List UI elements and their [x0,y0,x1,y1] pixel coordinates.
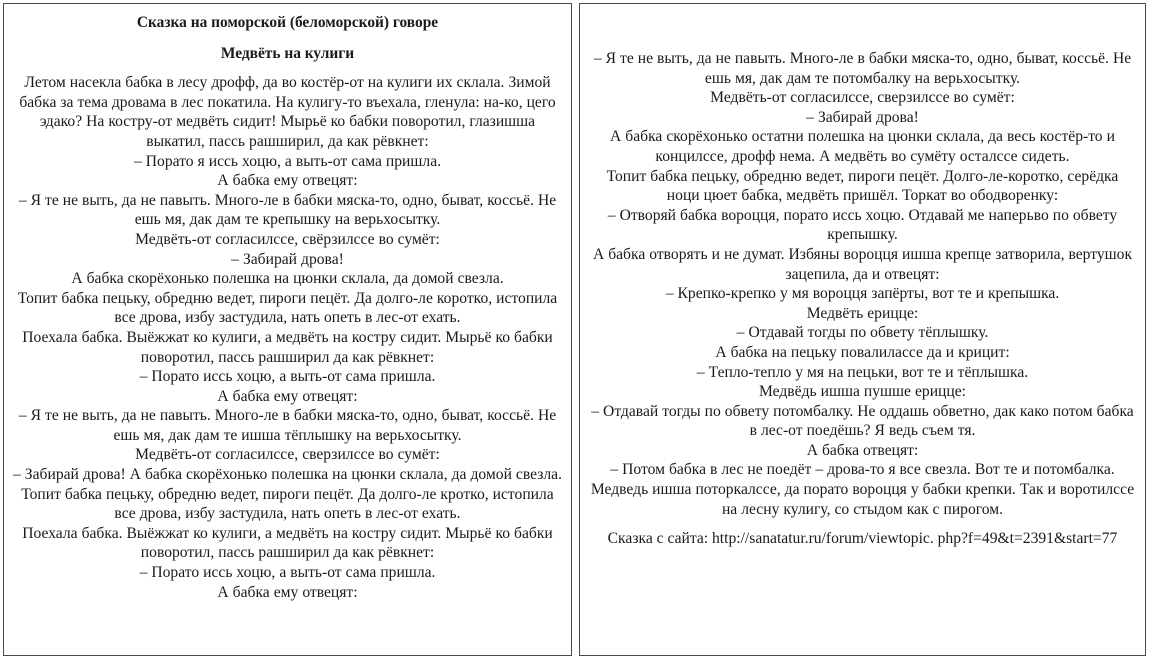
paragraph: – Порато я иссь хоцю, а выть-от сама пришла. [133,152,442,170]
paragraph: А бабка ему отвецят: [217,583,358,601]
paragraph: Поехала бабка. Выёжжат ко кулиги, а медвёть на костру сидит. Мырьё ко бабки поворотил, пассь рашширил да как рёвкнет: [22,524,553,562]
paragraph: – Отдавай тогды по обвету тёплышку. [736,324,989,342]
paragraph: – Я те не выть, да не павыть. Много-ле в бабки мяска-то, одно, быват, коссьё. Не ешь мя, дак дам те потомбалку на верьхосытку. [593,50,1132,87]
source-citation: Сказка с сайта: http://sanatatur.ru/forum/viewtopic. php?f=49&t=2391&start=77 [607,530,1118,548]
paragraph: – Забирай дрова! [231,250,344,268]
paragraph: А бабка скорёхонько полешка на цюнки склала, да домой свезла. [71,270,504,288]
paragraph: А бабка отворять и не думат. Избяны вороцця ишша крепце затворила, вертушок зацепила, да и отвецят: [592,245,1133,283]
paragraph: – Отворяй бабка вороцця, порато иссь хоцю. Отдавай ме наперьво по обвету крепышку. [607,206,1118,244]
paragraph: Медвёть-от согласилссе, сверзилссе во сумёт: [135,446,440,464]
paragraph: А бабка ему отвецят: [217,172,358,190]
left-text-column [3,3,572,656]
paragraph: Топит бабка пецьку, обредню ведет, пироги пецёт. Долго-ле-коротко, серёдка ноци цюет бабка, медвёть пришёл. Торкат во ободворенку: [606,167,1119,205]
left-column-content [13,13,562,602]
paragraph: А бабка скорёхонько остатни полешка на цюнки склала, да весь костёр-то и концилссе, дрофф нема. А медвёть во сумёту осталссе сидеть. [610,128,1115,165]
paragraph: Поехала бабка. Выёжжат ко кулиги, а медвёть на костру сидит. Мырьё ко бабки поворотил, пассь рашширил да как рёвкнет: [22,328,553,366]
paragraph: Медвёть ерицце: [806,304,919,322]
paragraph: Медведь ишша поторкалссе, да порато вороцця у бабки крепки. Так и воротилссе на лесну кулигу, со стыдом как с пирогом. [590,481,1135,518]
paragraph: – Отдавай тогды по обвету потомбалку. Не оддашь обветно, дак како потом бабка в лес-от поедёшь? Я ведь съем тя. [591,402,1134,440]
page-title: Сказка на поморской (беломорской) говоре [136,14,439,31]
paragraph: – Я те не выть, да не павыть. Много-ле в бабки мяска-то, одно, быват, коссьё. Не ешь мя, дак дам те крепышку на верьхосытку. [18,191,557,229]
paragraph: – Порато иссь хоцю, а выть-от сама пришла. [139,368,436,386]
paragraph: А бабка ему отвецят: [217,387,358,405]
paragraph: Топит бабка пецьку, обредню ведет, пироги пецёт. Да долго-ле коротко, истопила все дрова, избу застудила, нать опеть в лес-от ехать. [17,289,558,327]
paragraph: – Потом бабка в лес не поедёт – дрова-то я все свезла. Вот те и потомбалка. [610,461,1115,479]
paragraph: Летом насекла бабка в лесу дрофф, да во костёр-от на кулиги их склала. Зимой бабка за тема дровама в лес покатила. На кулигу-то въехала, гленула: на-ко, цего эдако? На костру-от медвёть сидит! Мырьё ко бабки поворотил, глазишша выкатил, пассь рашширил, да как рёвкнет: [19,74,556,150]
paragraph: – Порато иссь хоцю, а выть-от сама пришла. [139,564,436,582]
paragraph: – Я те не выть, да не павыть. Много-ле в бабки мяска-то, одно, быват, коссьё. Не ешь мя, дак дам те ишша тёплышку на верьхосытку. [18,407,557,444]
story-subtitle: Медвёть на кулиги [220,44,355,62]
paragraph: – Забирай дрова! [806,108,919,126]
paragraph: Медвёть-от согласилссе, свёрзилссе во сумёт: [135,230,440,248]
right-text-column [579,3,1146,656]
right-column-content [589,10,1136,549]
paragraph: А бабка на пецьку повалилассе да и крицит: [715,343,1010,361]
column-top-spacer [589,10,1136,49]
paragraph: Медвёдь ишша пушше ерицце: [758,383,966,401]
paragraph: – Забирай дрова! А бабка скорёхонько полешка на цюнки склала, да домой свезла. [13,466,562,484]
paragraph: – Тепло-тепло у мя на пецьки, вот те и тёплышка. [696,363,1029,381]
paragraph: Топит бабка пецьку, обредню ведет, пироги пецёт. Да долго-ле кротко, истопила все дрова, избу застудила, нать опеть в лес-от ехать. [21,485,554,523]
paragraph: – Крепко-крепко у мя вороцця запёрты, вот те и крепышка. [665,285,1060,303]
paragraph: Медвёть-от согласилссе, сверзилссе во сумёт: [710,89,1015,107]
paragraph: А бабка отвецят: [806,441,919,459]
